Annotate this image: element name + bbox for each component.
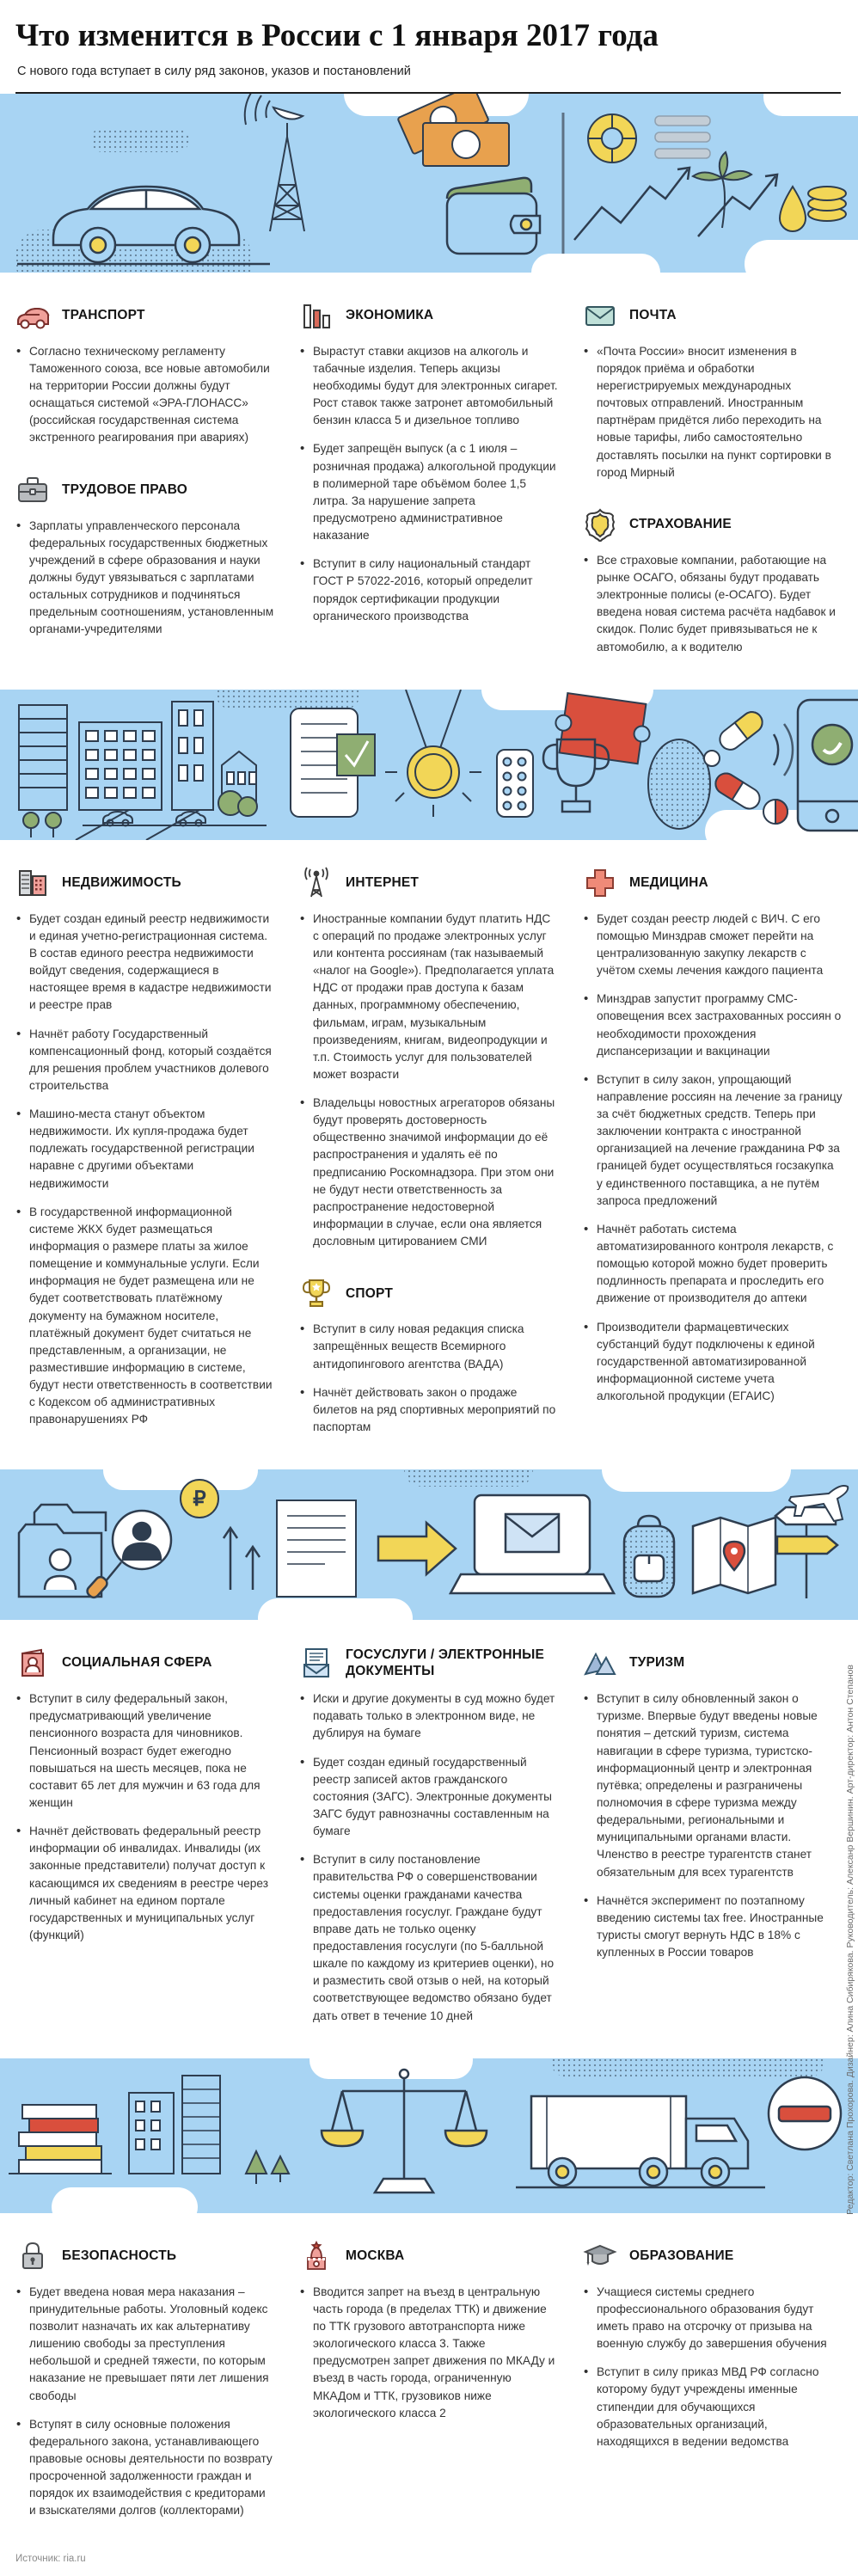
section-title-tourism: ТУРИЗМ [629,1655,685,1671]
bullet-item: • Производители фармацевтических субстанций будут подключены к единой государственной автоматизированной информационной системе учета алкогольной продукции (ЕГАИС) [583,1319,843,1406]
illustration-band-documents [0,1469,858,1620]
lock-icon [15,2239,50,2273]
bullet-list-moscow [299,2284,559,2422]
page-title: Что изменится в России с 1 января 2017 года [15,18,659,53]
section-title-transport: ТРАНСПОРТ [62,308,145,322]
bullet-list-gosuslugi [299,1690,559,2025]
section-title-social: СОЦИАЛЬНАЯ СФЕРА [62,1655,212,1671]
bullet-item: • Машино-места станут объектом недвижимости. Их купля-продажа будет подлежать государственной регистрации наравне с другими объектами недвижимости [15,1106,275,1193]
bullet-list-education [583,2284,843,2450]
bullet-item: • Будет создан единый реестр недвижимости и единая учетно-регистрационная система. В состав единого реестра недвижимости войдут сведения, содержащиеся в настоящее время в кадастре недвижимости и реестре прав [15,911,275,1015]
car-icon [15,298,50,333]
section-title-education: ОБРАЗОВАНИЕ [629,2248,734,2264]
block-economy [299,298,559,625]
section-title-insurance: СТРАХОВАНИЕ [629,517,732,532]
section-title-sport: СПОРТ [346,1285,393,1301]
graduation-cap-icon [583,2239,617,2273]
bullet-item: • Вступит в силу закон, упрощающий направление россиян на лечение за границу за счёт бюджетных средств. Теперь при заключении контракта с иностранной организацией на лечение гражданина РФ за границей будет осуществляться госзакупка у единственного поставщика, а не путём запроса предложений [583,1071,843,1210]
column-3 [583,1646,843,2036]
bullet-item: • Будет введена новая мера наказания – принудительные работы. Уголовный кодекс позволит назначать их как альтернативу лишению свободы за преступления небольшой и средней тяжести, по которым наказание не превышает пяти лет лишения свободы [15,2284,275,2405]
bullet-list-transport [15,343,275,447]
bullet-list-sport [299,1321,559,1436]
bullet-list-social [15,1690,275,1944]
block-insurance [583,507,843,656]
bullet-list-tourism [583,1690,843,1961]
bullet-item: • В государственной информационной системе ЖКХ будет размещаться информация о размере платы за жилое помещение и коммунальные услуги. Если информация не будет размещена или не будет соответствовать платёжному документу на бумажном носителе, платёжный документ будет считаться не представленным, а организации, не разместившие информацию в системе, будут нести ответственность в соответствии с Кодексом об административных правонарушениях РФ [15,1204,275,1429]
id-card-icon [15,1646,50,1680]
block-labor [15,473,275,639]
bullet-item: • Вступит в силу постановление правительства РФ о совершенствовании системы оценки гражданами качества предоставления госуслуг. Граждане будут вправе дать не только оценку предоставления госуслуги (по 5-балльной шкале по каждому из критериев оценки), но и разместить свой отзыв о ней, на который соответствующее ведомство обязано будет дать ответ в течение 10 дней [299,1851,559,2024]
block-social [15,1646,275,1944]
column-3 [583,866,843,1448]
bullet-item: • Начнёт работу Государственный компенсационный фонд, который создаётся для решения проблем участников долевого строительства [15,1026,275,1095]
section-title-medicine: МЕДИЦИНА [629,874,708,890]
kremlin-icon [299,2239,334,2273]
bullet-item: • Вступит в силу приказ МВД РФ согласно которому будут учреждены именные стипендии для обучающихся образовательных организаций, находящихся в ведении ведомства [583,2364,843,2450]
bullet-item: • Начнётся эксперимент по поэтапному введению системы tax free. Иностранные туристы смогут вернуть НДС в 18% с купленных в России товаров [583,1892,843,1962]
illustration-band-transport [0,94,858,273]
bullet-item: • Все страховые компании, работающие на рынке ОСАГО, обязаны будут продавать электронные полисы (е-ОСАГО). Будет введена новая система расчёта надбавок и скидок. Полис будет привязываться не к автомобилю, а к водителю [583,552,843,656]
bullet-item: • Вступит в силу обновленный закон о туризме. Впервые будут введены новые понятия – детский туризм, система навигации в сфере туризма, туристско-информационный центр и электронная путёвка; определены и разграничены полномочия в сфере туризма между федеральными, региональными и муниципальными органами власти. Членство в реестре турагентств станет обязательным для всех турагентств [583,1690,843,1881]
bullet-list-realestate [15,911,275,1429]
block-internet [299,866,559,1251]
column-3 [583,2239,843,2531]
bullet-item: • Иски и другие документы в суд можно будет подавать только в электронном виде, не дублируя на бумаге [299,1690,559,1742]
illustration-band-city [0,690,858,840]
column-2 [299,298,559,667]
credits-note: Редактор: Светлана Прохорова. Дизайнер: Алина Сибирякова. Руководитель: Алексанр Вершинин. Арт-директор: Антон Степанов [845,1664,855,2215]
bullet-item: • Вступит в силу новая редакция списка запрещённых веществ Всемирного антидопингового агентства (ВАДА) [299,1321,559,1372]
bullet-item: • Будет создан реестр людей с ВИЧ. С его помощью Минздрав сможет перейти на централизованную закупку лекарств с учётом схемы лечения каждого пациента [583,911,843,980]
section-title-moscow: МОСКВА [346,2248,405,2264]
radio-tower-icon [299,866,334,900]
documents-icon [299,1646,334,1680]
shield-icon [583,507,617,542]
page-header [0,0,858,94]
section-row-4 [0,2213,858,2554]
section-title-security: БЕЗОПАСНОСТЬ [62,2248,177,2264]
bullet-item: • Согласно техническому регламенту Таможенного союза, все новые автомобили на территории России должны будут оснащаться системой «ЭРА-ГЛОНАСС» (российская государственная система экстренного реагирования при авариях) [15,343,275,447]
column-2 [299,2239,559,2531]
trophy-icon [299,1276,334,1310]
block-gosuslugi [299,1646,559,2025]
bullet-item: • Вступят в силу основные положения федерального закона, устанавливающего правовые основы деятельности по возврату просроченной задолженности граждан и порядок их взаимодействия с кредиторами и взыскателями долгов (коллекторами) [15,2416,275,2520]
bullet-item: • Иностранные компании будут платить НДС с операций по продаже электронных услуг или контента россиянам (так называемый «налог на Google»). Предполагается уплата НДС от продажи прав доступа к базам данных, программному обеспечению, фильмам, играм, музыкальным произведениям, книгам, видеопродукции и т.п. Стоимость услуг для пользователей может возрасти [299,911,559,1083]
bullet-item: • Начнёт работать система автоматизированного контроля лекарств, с помощью которой можно будет проверить подлинность препарата и проследить его движение от производителя до аптеки [583,1221,843,1308]
section-title-economy: ЭКОНОМИКА [346,308,434,322]
block-transport [15,298,275,447]
bullet-item: • Будет запрещён выпуск (а с 1 июля – розничная продажа) алкогольной продукции в полимерной таре объёмом более 1,5 литра. За нарушение запрета предусмотрено административное наказание [299,440,559,544]
bullet-item: • Владельцы новостных агрегаторов обязаны будут проверять достоверность общественно значимой информации до её распространения и удалять её по предписанию Роскомнадзора. При этом они не будут нести ответственность за распространение недостоверной информации в случае, если она является дословным цитированием СМИ [299,1095,559,1250]
column-2 [299,1646,559,2036]
bullet-item: • Начнёт действовать закон о продаже билетов на ряд спортивных мероприятий по паспортам [299,1384,559,1436]
bullet-item: • Вступит в силу федеральный закон, предусматривающий увеличение пенсионного возраста для чиновников. Пенсионный возраст будет ежегодно повышаться на шесть месяцев, пока не составит 65 лет для мужчин и 63 года для женщин [15,1690,275,1812]
envelope-icon [583,298,617,333]
column-1 [15,1646,275,2036]
bullet-item: • Вступит в силу национальный стандарт ГОСТ Р 57022-2016, который определит порядок сертификации продукции органического производства [299,555,559,625]
section-row-1 [0,273,858,690]
mountains-icon [583,1646,617,1680]
block-post [583,298,843,481]
section-title-labor: ТРУДОВОЕ ПРАВО [62,481,188,497]
bullet-list-medicine [583,911,843,1406]
section-title-gosuslugi: ГОСУСЛУГИ / ЭЛЕКТРОННЫЕ ДОКУМЕНТЫ [346,1647,545,1679]
block-medicine [583,866,843,1406]
buildings-icon [15,866,50,900]
bullet-item: • Вводится запрет на въезд в центральную часть города (в пределах ТТК) и движение по ТТК грузового автотранспорта ниже экологического класса 3. Также предусмотрен запрет движения по МКАДу и въезд в часть города, ограниченную МКАДом и ТТК, грузовиков ниже экологического класса 2 [299,2284,559,2422]
bullet-item: • Начнёт действовать федеральный реестр информации об инвалидах. Инвалиды (их законные представители) получат доступ к касающимся их сведениям в реестре через личный кабинет на едином портале государственных и муниципальных услуг (функций) [15,1823,275,1944]
source-note: Источник: ria.ru [15,2553,86,2564]
column-3 [583,298,843,667]
bullet-list-economy [299,343,559,625]
column-2 [299,866,559,1448]
section-row-3 [0,1620,858,2058]
block-education [583,2239,843,2450]
bullet-item: • Будет создан единый государственный реестр записей актов гражданского состояния (ЗАГС). Электронные документы ЗАГС будут равнозначны составленным на бумаге [299,1754,559,1841]
svg-text:₽: ₽ [193,1487,206,1512]
block-sport [299,1276,559,1436]
bullet-item: • «Почта России» вносит изменения в порядок приёма и обработки нерегистрируемых международных почтовых отправлений. Иностранным партнёрам придётся либо переходить на новые тарифы, либо самостоятельно доставлять посылки на пункт сортировки в город Мирный [583,343,843,481]
block-moscow [299,2239,559,2422]
bullet-list-insurance [583,552,843,656]
column-1 [15,298,275,667]
bullet-item: • Учащиеся системы среднего профессионального образования будут иметь право на отсрочку от призыва на военную службу до завершения обучения [583,2284,843,2353]
bullet-list-post [583,343,843,481]
section-title-realestate: НЕДВИЖИМОСТЬ [62,874,181,890]
bar-chart-icon [299,298,334,333]
block-security [15,2239,275,2520]
block-realestate [15,866,275,1429]
briefcase-icon [15,473,50,507]
bullet-list-security [15,2284,275,2520]
bullet-item: • Зарплаты управленческого персонала федеральных государственных бюджетных учреждений в сфере образования и науки должны будут увязываться с зарплатами остальных сотрудников и подчиняться предельным соотношениям, установленным органами-учредителями [15,518,275,639]
section-title-internet: ИНТЕРНЕТ [346,874,420,890]
section-row-2 [0,840,858,1470]
bullet-list-labor [15,518,275,639]
bullet-item: • Вырастут ставки акцизов на алкоголь и табачные изделия. Теперь акцизы необходимы будут для электронных сигарет. Рост ставок также затронет автомобильный бензин класса 5 и дизельное топливо [299,343,559,430]
page-subtitle: С нового года вступает в силу ряд законов, указов и постановлений [17,64,411,78]
bullet-item: • Минздрав запустит программу СМС-оповещения всех застрахованных россиян о необходимости прохождения диспансеризации и вакцинации [583,991,843,1060]
illustration-band-law [0,2058,858,2213]
block-tourism [583,1646,843,1961]
bullet-list-internet [299,911,559,1251]
medical-cross-icon [583,866,617,900]
column-1 [15,866,275,1448]
column-1 [15,2239,275,2531]
section-title-post: ПОЧТА [629,308,677,322]
